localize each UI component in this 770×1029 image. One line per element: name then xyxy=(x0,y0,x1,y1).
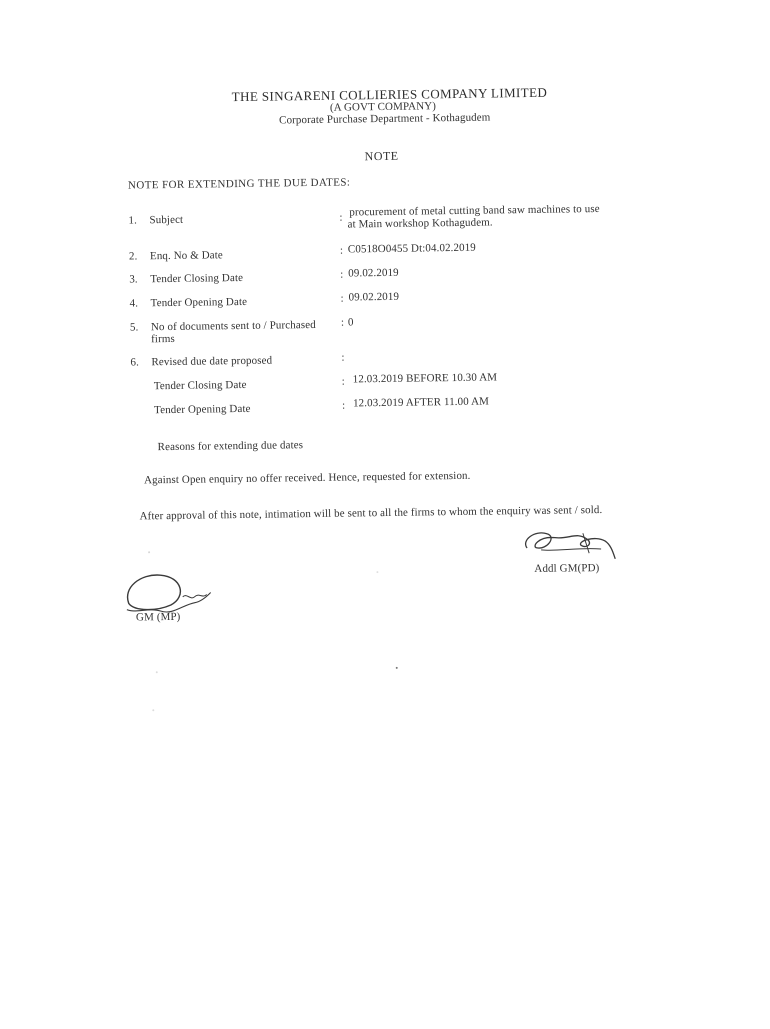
note-title: NOTE xyxy=(364,148,399,164)
scan-speck xyxy=(152,709,154,711)
reasons-heading: Reasons for extending due dates xyxy=(157,439,304,454)
item-number: 3. xyxy=(129,273,138,286)
revised-opening-value: 12.03.2019 AFTER 11.00 AM xyxy=(352,395,490,410)
scan-speck xyxy=(156,671,158,673)
item-number: 4. xyxy=(129,297,139,310)
company-name: THE SINGARENI COLLIERIES COMPANY LIMITED xyxy=(231,84,548,105)
item-label: Tender Opening Date xyxy=(150,295,248,310)
item-label: Enq. No & Date xyxy=(149,249,223,263)
department-label: Corporate Purchase Department - Kothagudem xyxy=(279,111,491,127)
item-label: No of documents sent to / Purchased xyxy=(150,318,316,334)
approval-text: After approval of this note, intimation will be sent to all the firms to whom the enquiry was sent / sold. xyxy=(139,503,603,523)
revised-closing-label: Tender Closing Date xyxy=(153,378,247,393)
item-number: 2. xyxy=(128,250,138,263)
govt-company-label: (A GOVT COMPANY) xyxy=(329,100,437,114)
item-number: 1. xyxy=(128,214,138,227)
item-separator: : xyxy=(340,268,344,281)
item-label: Subject xyxy=(149,213,184,227)
item-separator: : xyxy=(341,351,345,364)
item-number: 6. xyxy=(130,356,139,369)
left-signature-title: GM (MP) xyxy=(135,610,181,624)
revised-opening-colon: : xyxy=(341,399,346,412)
item-value: 09.02.2019 xyxy=(348,266,399,280)
item-number: 5. xyxy=(129,321,139,334)
item-separator: : xyxy=(339,244,344,257)
note-subject-line: NOTE FOR EXTENDING THE DUE DATES: xyxy=(127,176,351,192)
revised-opening-label: Tender Opening Date xyxy=(154,402,251,417)
item-value-continued: at Main workshop Kothagudem. xyxy=(347,216,493,231)
item-label: Revised due date proposed xyxy=(151,354,273,369)
item-value: 0 xyxy=(347,316,354,329)
item-separator: : xyxy=(339,211,343,224)
item-value: C0518O0455 Dt:04.02.2019 xyxy=(347,241,476,256)
scan-speck xyxy=(148,551,150,553)
reason-text: Against Open enquiry no offer received. Hence, requested for extension. xyxy=(144,469,471,487)
item-label-continued: firms xyxy=(151,332,175,346)
revised-closing-colon: : xyxy=(341,375,345,388)
item-separator: : xyxy=(340,316,345,329)
revised-closing-value: 12.03.2019 BEFORE 10.30 AM xyxy=(352,371,498,386)
item-value: 09.02.2019 xyxy=(348,290,400,304)
item-label: Tender Closing Date xyxy=(150,271,244,286)
scan-speck xyxy=(376,571,378,573)
item-separator: : xyxy=(340,292,344,305)
scan-speck xyxy=(396,667,398,669)
right-signature-title: Addl GM(PD) xyxy=(534,562,600,575)
item-value: procurement of metal cutting band saw machines to use xyxy=(349,202,600,219)
